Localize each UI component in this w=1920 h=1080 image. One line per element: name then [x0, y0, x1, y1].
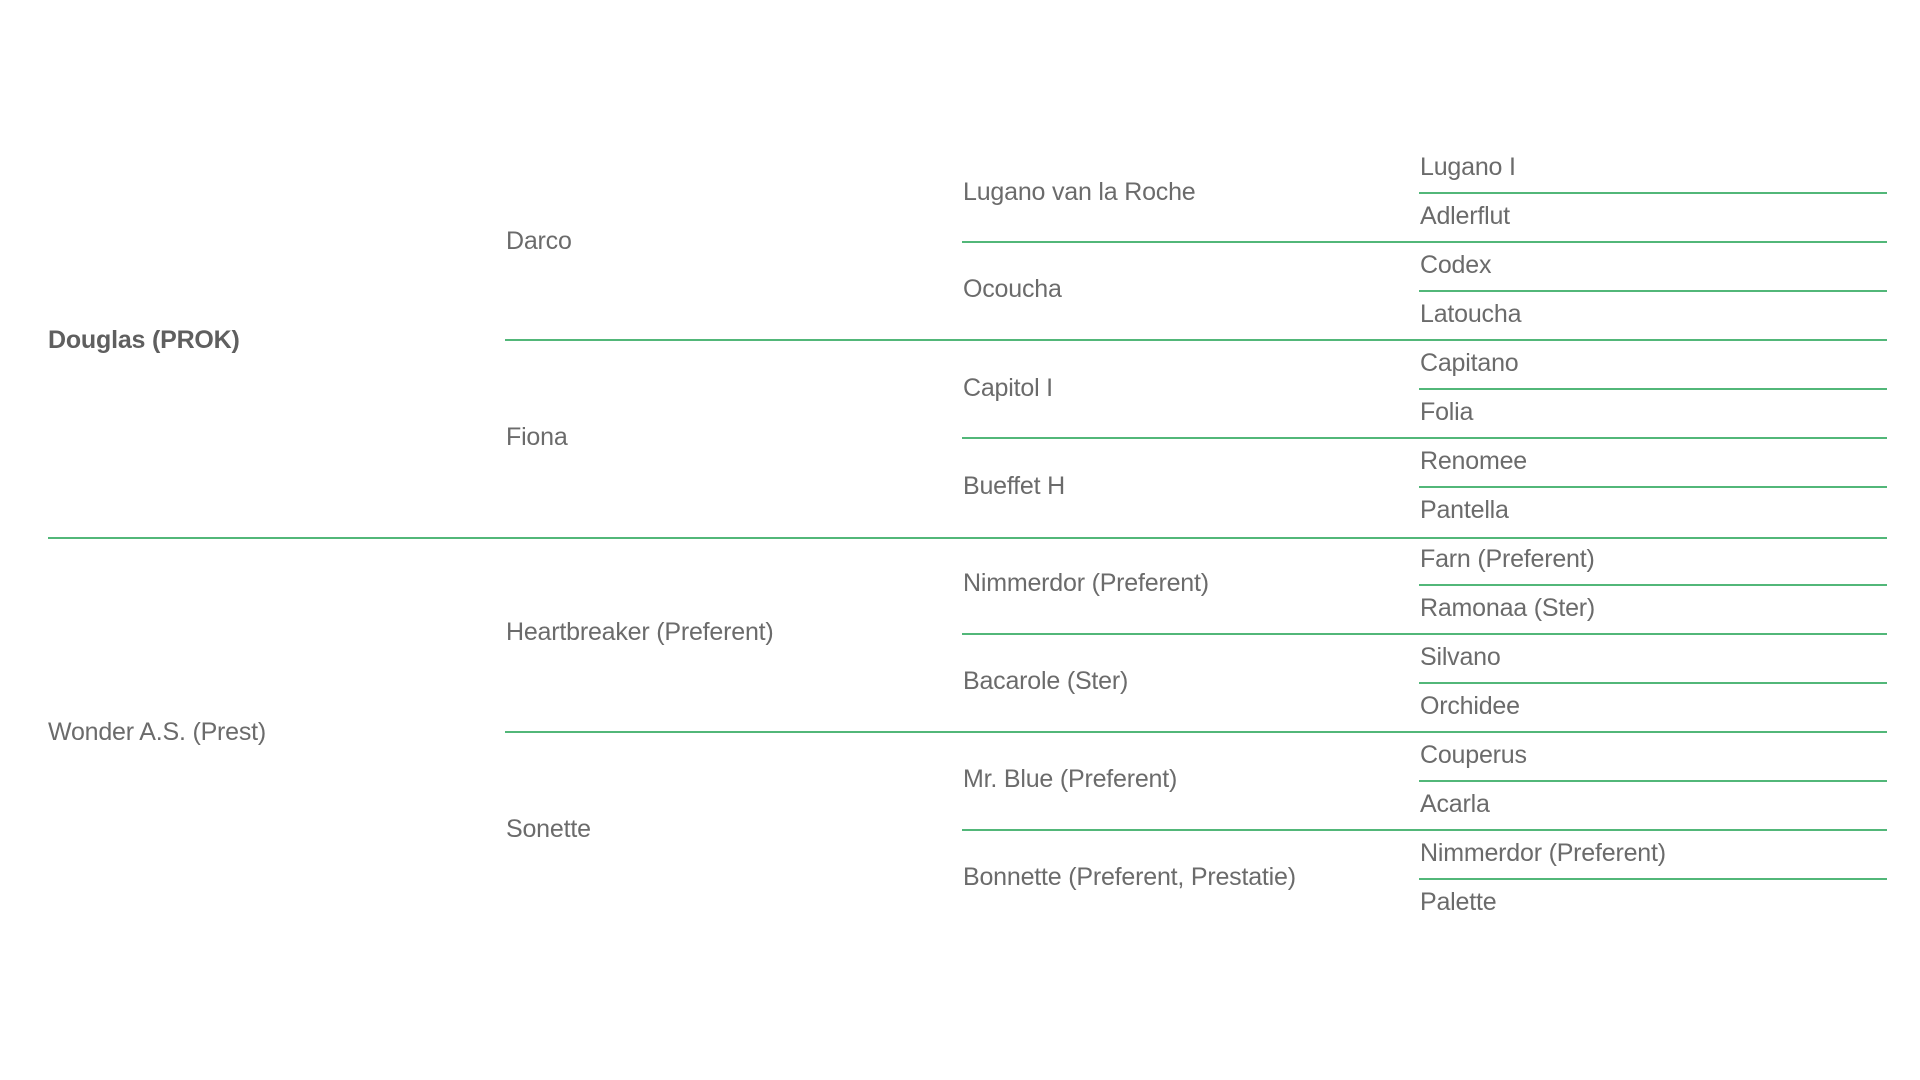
g4-name-15[interactable]: Nimmerdor (Preferent) [1420, 839, 1666, 867]
dam-name[interactable]: Wonder A.S. (Prest) [48, 718, 267, 746]
g2-name-2[interactable]: Fiona [506, 423, 568, 451]
g2-name-4[interactable]: Sonette [506, 815, 591, 843]
g4-name-8[interactable]: Pantella [1420, 496, 1509, 524]
divider-gen1 [48, 537, 1887, 539]
divider-gen3-b [962, 437, 1887, 439]
g3-name-2[interactable]: Ocoucha [963, 275, 1062, 303]
g4-name-14[interactable]: Acarla [1420, 790, 1490, 818]
divider-gen4-4 [1419, 486, 1887, 488]
g3-name-4[interactable]: Bueffet H [963, 472, 1065, 500]
divider-gen2-a [505, 339, 1887, 341]
divider-gen4-5 [1419, 584, 1887, 586]
g2-name-3[interactable]: Heartbreaker (Preferent) [506, 618, 774, 646]
g4-name-6[interactable]: Folia [1420, 398, 1474, 426]
divider-gen4-6 [1419, 682, 1887, 684]
g4-name-11[interactable]: Silvano [1420, 643, 1501, 671]
g4-name-12[interactable]: Orchidee [1420, 692, 1520, 720]
divider-gen2-b [505, 731, 1887, 733]
g3-name-5[interactable]: Nimmerdor (Preferent) [963, 569, 1209, 597]
divider-gen4-2 [1419, 290, 1887, 292]
g4-name-10[interactable]: Ramonaa (Ster) [1420, 594, 1596, 622]
divider-gen3-d [962, 829, 1887, 831]
divider-gen3-c [962, 633, 1887, 635]
g3-name-7[interactable]: Mr. Blue (Preferent) [963, 765, 1178, 793]
divider-gen4-1 [1419, 192, 1887, 194]
divider-gen4-3 [1419, 388, 1887, 390]
g4-name-1[interactable]: Lugano I [1420, 153, 1516, 181]
g4-name-13[interactable]: Couperus [1420, 741, 1527, 769]
g4-name-2[interactable]: Adlerflut [1420, 202, 1510, 230]
g4-name-5[interactable]: Capitano [1420, 349, 1519, 377]
g4-name-16[interactable]: Palette [1420, 888, 1497, 916]
sire-name[interactable]: Douglas (PROK) [48, 326, 240, 354]
g3-name-1[interactable]: Lugano van la Roche [963, 178, 1196, 206]
g4-name-7[interactable]: Renomee [1420, 447, 1527, 475]
g4-name-3[interactable]: Codex [1420, 251, 1492, 279]
g2-name-1[interactable]: Darco [506, 227, 572, 255]
g3-name-8[interactable]: Bonnette (Preferent, Prestatie) [963, 863, 1296, 891]
g3-name-6[interactable]: Bacarole (Ster) [963, 667, 1129, 695]
divider-gen4-7 [1419, 780, 1887, 782]
divider-gen3-a [962, 241, 1887, 243]
g4-name-4[interactable]: Latoucha [1420, 300, 1522, 328]
divider-gen4-8 [1419, 878, 1887, 880]
g4-name-9[interactable]: Farn (Preferent) [1420, 545, 1595, 573]
g3-name-3[interactable]: Capitol I [963, 374, 1053, 402]
